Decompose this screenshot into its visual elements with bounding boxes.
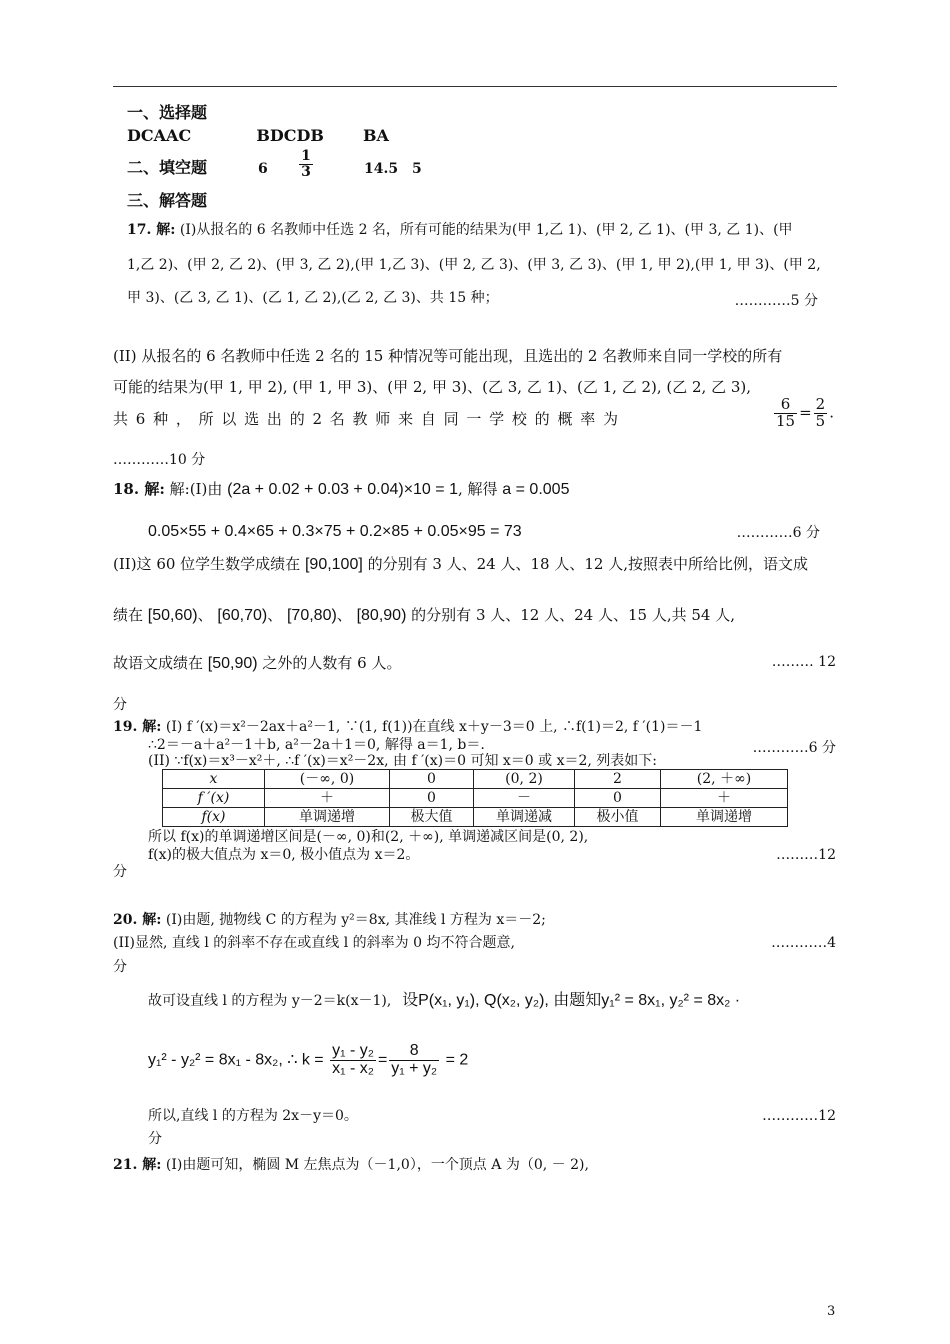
p17-line-3: 甲 3)、(乙 3, 乙 1)、(乙 1, 乙 2),(乙 2, 乙 3)、共 15 种； (127, 290, 499, 306)
p17-frac-a-num: 6 (774, 397, 797, 414)
p18-ii-text-3b: 之外的人数有 6 人。 (262, 654, 402, 672)
p20-line-4: y₁² - y₂² = 8x₁ - 8x₂, ∴ k = $\frac{\text{y₁ - y₂}}{\text{x₁ - x₂}}$ = $\frac{8}{\text{y₁ + y₂}}$ = 2 (148, 1042, 469, 1077)
table-cell: 2 (575, 770, 661, 789)
table-cell: ＋ (265, 789, 390, 808)
p18-ii-text-3a: 故语文成绩在 (113, 654, 204, 672)
p20-frac-1-den: x₁ - x₂ (332, 1059, 374, 1077)
p20-frac-2-den: y₁ + y₂ (391, 1059, 438, 1077)
p17-score-2: …………10 分 (113, 452, 206, 468)
p19-monotonicity-table (162, 769, 788, 827)
p18-interval-50-90: [50,90) (207, 655, 258, 672)
choice-answers-group-3: BA (363, 126, 389, 145)
p18-interval-80-90: [80,90) (356, 607, 407, 624)
table-cell: f ′(x) (163, 789, 265, 808)
p18-score-2-unit: 分 (113, 697, 127, 713)
p18-interval-60-70: [60,70) (217, 607, 268, 624)
p18-ii-line-3 (113, 654, 401, 673)
p18-result-a: a = 0.005 (502, 481, 570, 498)
p20-label: 20. 解: (113, 912, 162, 928)
p20-text-4end: = 2 (445, 1051, 469, 1069)
p18-text-1a: 解:(Ⅰ)由 (169, 480, 223, 498)
p20-text-1: (I)由题, 抛物线 C 的方程为 y²＝8x, 其准线 l 方程为 x＝－2; (165, 912, 546, 928)
fill-answer-2-den: 3 (301, 164, 311, 181)
section-fill-heading: 二、填空题 (127, 158, 208, 177)
table-cell: 0 (390, 770, 474, 789)
p19-score-2-unit: 分 (113, 864, 127, 880)
p20-text-3a: 故可设直线 l 的方程为 y－2＝k(x－1), (148, 993, 392, 1009)
choice-answers-group-1: DCAAC (127, 126, 192, 145)
p17-line-2: 1,乙 2)、(甲 2, 乙 2)、(甲 3, 乙 2),(甲 1,乙 3)、(甲 2, 乙 3)、(甲 3, 乙 3)、(甲 1, 甲 2),(甲 1, 甲 3)、(甲 2, (127, 257, 821, 273)
p18-ii-text-1a: (II)这 60 位学生数学成绩在 (113, 555, 301, 573)
table-cell: (2, ＋∞) (661, 770, 788, 789)
p19-line-4: 所以 f(x)的单调递增区间是(－∞, 0)和(2, ＋∞), 单调递减区间是(0, 2), (148, 829, 589, 845)
p18-text-1b: , 解得 (457, 480, 498, 498)
p20-line-2: (II)显然, 直线 l 的斜率不存在或直线 l 的斜率为 0 均不符合题意, (113, 935, 515, 951)
p19-score-2: ………12 (776, 847, 836, 863)
p20-line-3 (148, 991, 740, 1010)
fill-answer-1: 6 (258, 161, 268, 177)
table-cell: ＋ (661, 789, 788, 808)
p19-line-1 (113, 719, 702, 736)
page-number: 3 (827, 1304, 836, 1319)
choice-answers (127, 126, 389, 145)
p17-score-1: …………5 分 (734, 293, 818, 309)
p19-score-1: …………6 分 (752, 740, 836, 756)
fill-answer-3: 14.5 (364, 161, 399, 177)
p18-equation-1: (2a + 0.02 + 0.03 + 0.04)×10 = 1 (227, 481, 458, 498)
p18-ii-line-1 (113, 555, 808, 574)
table-cell: (－∞, 0) (265, 770, 390, 789)
table-cell: (0, 2) (474, 770, 575, 789)
p18-ii-line-2: 绩在 [50,60)、 [60,70)、 [70,80)、 [80,90) 的分别有 3 人、12 人、24 人、15 人,共 54 人, (113, 606, 735, 624)
p17-frac-a (774, 397, 797, 430)
p18-equation-2: 0.05×55 + 0.4×65 + 0.3×75 + 0.2×85 + 0.05×95 = 73 (148, 523, 522, 540)
p18-ii-text-1b: 的分别有 3 人、24 人、18 人、12 人,按照表中所给比例，语文成 (367, 555, 808, 573)
table-cell: 0 (575, 789, 661, 808)
table-cell: 单调递增 (661, 808, 788, 827)
p17-text-1: (I)从报名的 6 名教师中任选 2 名，所有可能的结果为(甲 1,乙 1)、(甲 2, 乙 1)、(甲 3, 乙 1)、(甲 (179, 222, 793, 238)
table-cell: 极大值 (390, 808, 474, 827)
p21-line-1 (113, 1157, 589, 1174)
p17-line-1 (127, 222, 793, 239)
p20-frac-1-num: y₁ - y₂ (332, 1042, 374, 1059)
p20-score-1-unit: 分 (113, 959, 127, 975)
p17-ii-line-3: 共 6 种 ， 所 以 选 出 的 2 名 教 师 来 自 同 一 学 校 的 概 率 为 (113, 410, 618, 428)
p18-ii-text-2b: 的分别有 3 人、12 人、24 人、15 人,共 54 人, (411, 606, 735, 624)
p20-text-3b: 设P(x₁, y₁), Q(x₂, y₂), 由题知y₁² = 8x₁, y₂² = 8x₂ · (402, 992, 741, 1009)
table-row (163, 789, 788, 808)
p18-score-1: …………6 分 (736, 525, 820, 541)
p18-interval-90-100: [90,100] (304, 556, 363, 573)
p19-line-3: (II) ∵f(x)＝x³－x²＋, ∴f ′(x)＝x²－2x, 由 f ′(x)＝0 可知 x＝0 或 x＝2, 列表如下: (148, 753, 658, 769)
p20-score-1: …………4 (771, 935, 836, 951)
fill-answer-2-num: 1 (299, 149, 313, 165)
p20-score-2-unit: 分 (148, 1131, 162, 1147)
p18-line-1 (113, 480, 569, 499)
header-rule (113, 86, 837, 87)
choice-answers-group-2: BDCDB (256, 126, 324, 145)
p20-frac-1 (330, 1043, 376, 1078)
p20-line-5: 所以,直线 l 的方程为 2x－y＝0。 (148, 1108, 358, 1124)
p20-score-2: …………12 (762, 1108, 836, 1124)
p21-text-1: (I)由题可知，椭圆 M 左焦点为（－1,0），一个顶点 A 为（0, － 2), (165, 1157, 589, 1173)
table-cell: 极小值 (575, 808, 661, 827)
p20-frac-2 (389, 1043, 439, 1078)
p18-interval-50-60: [50,60) (147, 607, 198, 624)
p17-frac-b-den: 5 (815, 411, 826, 430)
p17-frac-a-den: 15 (776, 411, 796, 430)
section-solve-heading: 三、解答题 (127, 191, 208, 210)
p18-interval-70-80: [70,80) (286, 607, 337, 624)
fill-answer-2 (299, 149, 313, 181)
table-row (163, 770, 788, 789)
p17-frac-b (814, 397, 828, 430)
p19-text-1: (Ⅰ) f ′(x)＝x²－2ax＋a²－1, ∵(1, f(1))在直线 x＋y－3＝0 上, ∴f(1)＝2, f ′(1)＝－1 (165, 719, 703, 735)
p19-line-2: ∴2＝－a＋a²－1＋b, a²－2a＋1＝0, 解得 a＝1, b＝. (148, 737, 485, 753)
p17-probability: $\frac{6}{15}$ = $\frac{2}{5}$ . (776, 395, 834, 430)
table-cell: x (163, 770, 265, 789)
p19-label: 19. 解: (113, 719, 162, 735)
p20-text-4a: y₁² - y₂² = 8x₁ - 8x₂, ∴ k = (148, 1051, 324, 1069)
p17-ii-line-2: 可能的结果为(甲 1, 甲 2), (甲 1, 甲 3)、(甲 2, 甲 3)、(乙 3, 乙 1)、(乙 1, 乙 2), (乙 2, 乙 3), (113, 378, 752, 396)
p17-frac-b-num: 2 (815, 395, 826, 413)
p17-label: 17. 解: (127, 222, 176, 238)
p21-label: 21. 解: (113, 1157, 162, 1173)
p18-label: 18. 解: (113, 480, 165, 498)
p18-ii-text-2a: 绩在 (113, 606, 144, 624)
table-cell: 0 (390, 789, 474, 808)
p20-line-1 (113, 912, 546, 929)
table-cell: 单调递增 (265, 808, 390, 827)
table-cell: － (474, 789, 575, 808)
table-cell: 单调递减 (474, 808, 575, 827)
p17-ii-line-1: (II) 从报名的 6 名教师中任选 2 名的 15 种情况等可能出现，且选出的 2 名教师来自同一学校的所有 (113, 347, 783, 365)
p20-frac-2-num: 8 (389, 1043, 439, 1061)
p19-line-5: f(x)的极大值点为 x＝0, 极小值点为 x＝2。 (148, 847, 420, 863)
p18-score-2: ……… 12 (771, 654, 836, 670)
fill-answer-4: 5 (412, 161, 422, 177)
table-row (163, 808, 788, 827)
section-choice-heading: 一、选择题 (127, 103, 208, 122)
table-cell: f(x) (163, 808, 265, 827)
